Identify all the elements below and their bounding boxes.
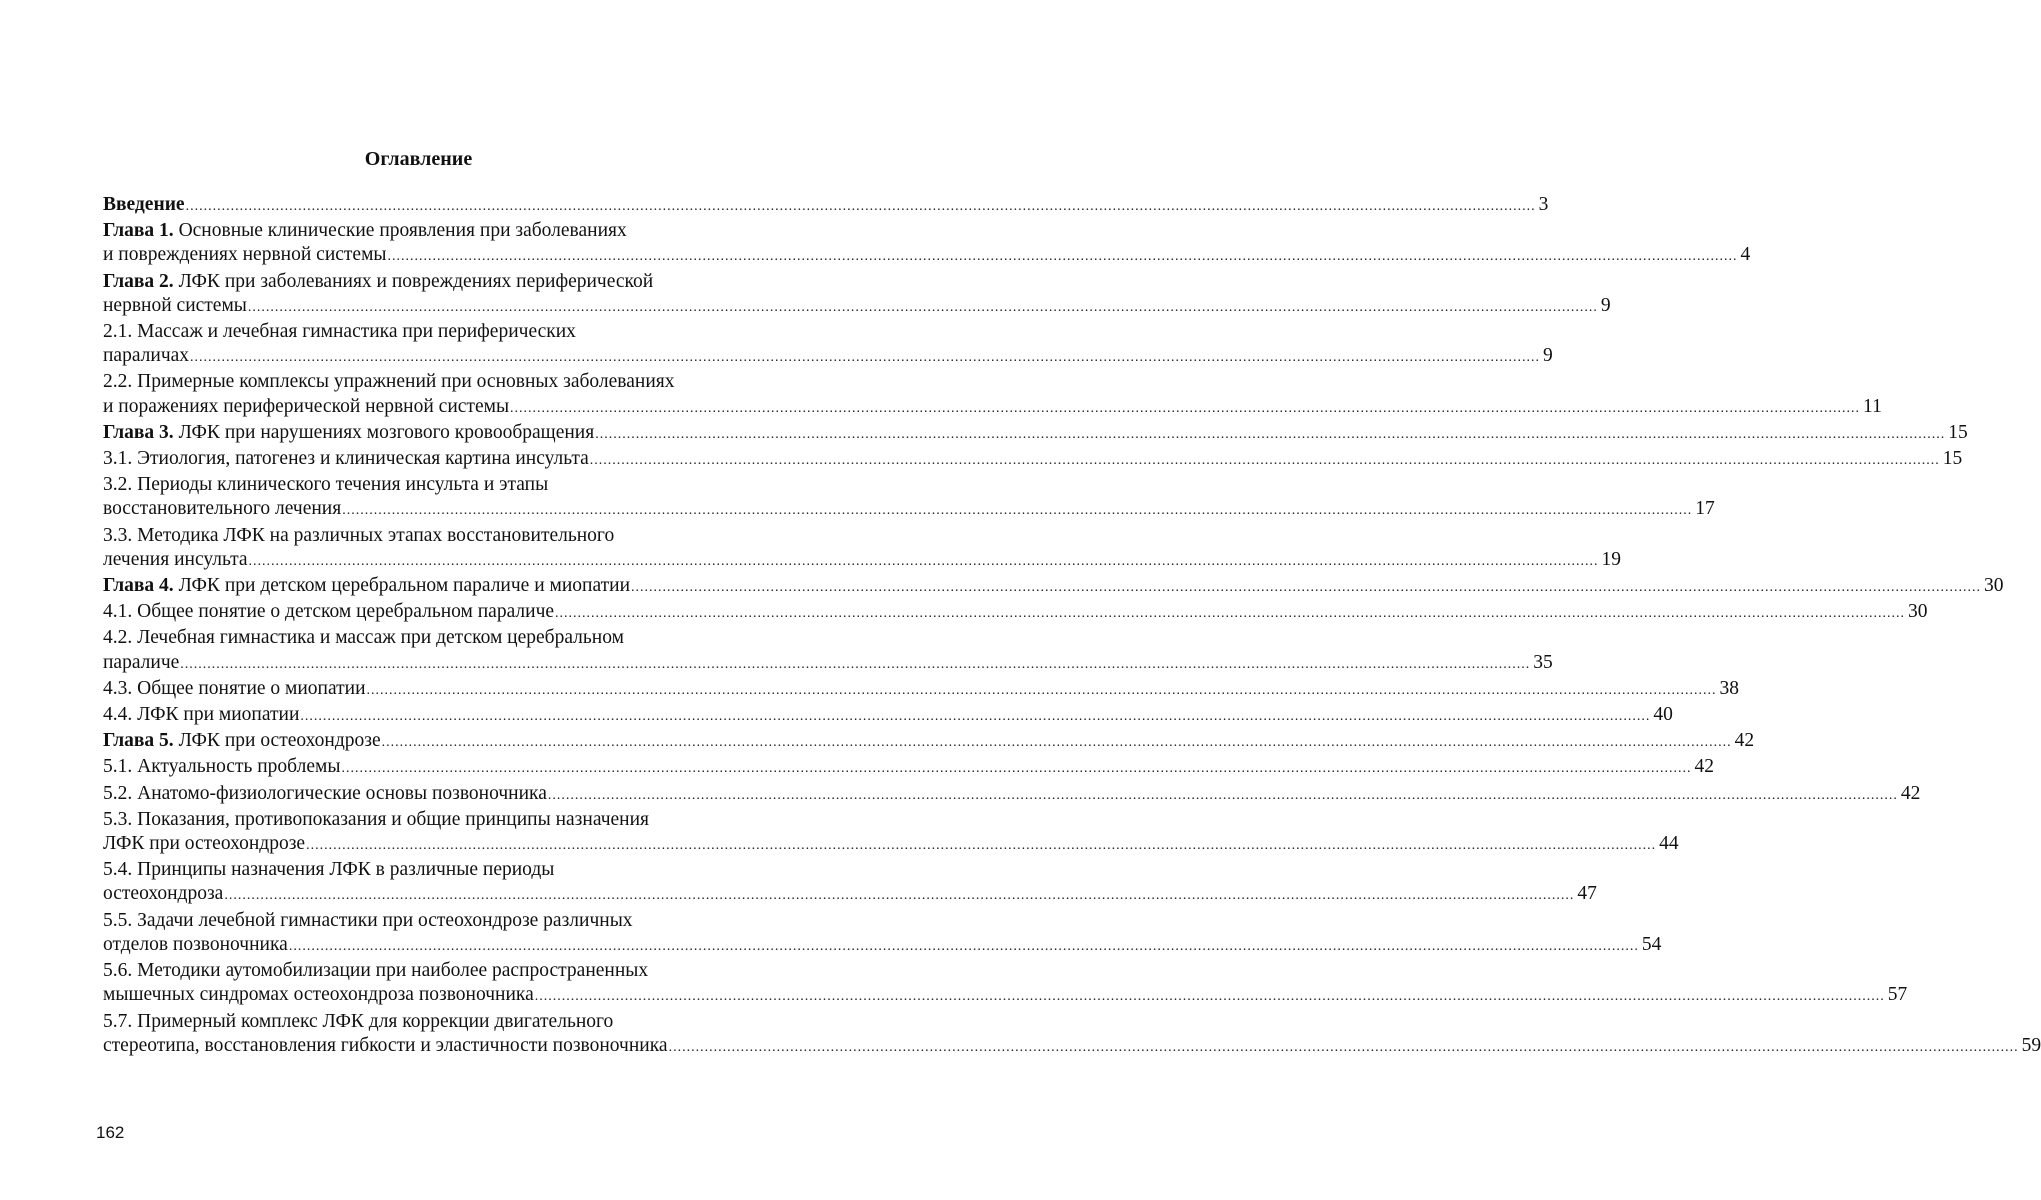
toc-entry-last-line [103,294,1611,320]
toc-entry-last-line [103,600,1928,626]
toc-entry-text [103,271,653,292]
toc-entry-text [103,677,366,701]
toc-entry-line-text: ЛФК при заболеваниях и повреждениях периферической [173,270,654,292]
toc-entry-line-text: 5.6. Методики аутомобилизации при наиболее распространенных [103,960,649,982]
toc-entry-line-text: 3.3. Методика ЛФК на различных этапах восстановительного [103,524,615,546]
dot-leader: ............................................................................................................................................................................................................................................................................................................ [381,735,1732,751]
toc-entry [103,219,1751,269]
toc-entry [103,729,1755,755]
toc-entry-last-line [103,782,1921,808]
toc-entry-line [103,524,738,548]
toc-entry-text [103,220,627,241]
toc-entry-last-line [103,447,1963,473]
toc-entry-line-text: параличе [103,651,180,673]
toc-entry-last-line [103,344,1553,370]
toc-entry-line-text: ЛФК при остеохондрозе [173,730,381,752]
toc-entry-text [103,548,248,572]
toc-entry-line-text: ЛФК при остеохондрозе [103,833,306,855]
dot-leader: ............................................................................................................................................................................................................................................................................................................ [510,400,1861,416]
toc-entry-text [103,882,223,906]
toc-entry-text [103,627,624,648]
toc-page-number: 17 [1695,498,1715,520]
toc-entry-line-text: стереотипа, восстановления гибкости и эластичности позвоночника [103,1034,668,1056]
toc-entry-line-text: 2.2. Примерные комплексы упражнений при основных заболеваниях [103,371,675,393]
toc-page-number: 30 [1984,575,2004,597]
toc-entry [103,677,1740,703]
toc-entry-last-line [103,497,1715,523]
toc-entry-last-line [103,651,1553,677]
dot-leader: ............................................................................................................................................................................................................................................................................................................ [180,656,1531,672]
toc-entry-text [103,1011,613,1032]
toc-page-number: 11 [1863,395,1882,417]
toc-entry [103,808,1679,858]
toc-entry-last-line [103,395,1882,421]
toc-entry-last-line [103,755,1714,781]
dot-leader: ............................................................................................................................................................................................................................................................................................................ [534,989,1885,1005]
dot-leader: ............................................................................................................................................................................................................................................................................................................ [668,1039,2019,1055]
toc-entry-last-line [103,243,1751,269]
toc-page-number: 57 [1887,984,1908,1006]
toc-entry-text [103,243,387,267]
table-of-contents [103,193,2041,1060]
toc-page-number: 59 [2021,1034,2041,1056]
toc-entry-line [103,1010,738,1034]
toc-entry [103,574,2004,600]
toc-entry-bold-label: Глава 4. [103,575,174,597]
dot-leader: ............................................................................................................................................................................................................................................................................................................ [387,249,1738,265]
toc-entry-text [103,600,554,624]
toc-entry-last-line [103,832,1679,858]
toc-entry-last-line [103,703,1673,729]
toc-entry-line-text: 5.1. Актуальность проблемы [103,756,341,778]
toc-entry-text [103,859,554,880]
toc-entry-text [103,474,548,495]
toc-entry [103,626,1553,676]
toc-entry-last-line [103,983,1908,1009]
toc-entry-line-text: нервной системы [103,294,247,316]
toc-entry-last-line [103,574,2004,600]
toc-page-number: 42 [1694,756,1714,778]
toc-entry-bold-label: Глава 2. [103,270,174,292]
toc-entry-line [103,808,738,832]
toc-entry-line-text: мышечных синдромах остеохондроза позвоночника [103,984,534,1006]
dot-leader: ............................................................................................................................................................................................................................................................................................................ [190,350,1541,366]
toc-entry-line-text: лечения инсульта [103,548,248,570]
dot-leader: ............................................................................................................................................................................................................................................................................................................ [288,938,1639,954]
toc-entry-line-text: Основные клинические проявления при заболеваниях [173,220,627,242]
toc-page-number: 54 [1641,933,1662,955]
toc-entry [103,524,1622,574]
toc-page-number: 3 [1538,194,1549,215]
toc-entry [103,320,1553,370]
toc-page-number: 47 [1577,883,1597,905]
toc-entry-line-text: отделов позвоночника [103,933,288,955]
dot-leader: ............................................................................................................................................................................................................................................................................................................ [631,580,1982,596]
toc-page-number: 15 [1948,421,1968,443]
toc-page-number: 38 [1719,677,1740,699]
toc-entry-line-text: 3.1. Этиология, патогенез и клиническая картина инсульта [103,448,589,470]
toc-entry-line [103,959,738,983]
toc-entry-line [103,219,738,243]
page-title: Оглавление [364,148,473,170]
toc-entry [103,782,1921,808]
toc-page-number: 9 [1543,345,1553,367]
dot-leader: ............................................................................................................................................................................................................................................................................................................ [595,426,1946,442]
dot-leader: ............................................................................................................................................................................................................................................................................................................ [366,682,1717,698]
toc-entry-text [103,983,534,1007]
toc-page-number: 19 [1601,548,1622,570]
toc-page-number: 42 [1734,730,1755,752]
toc-entry-line-text: 2.1. Массаж и лечебная гимнастика при периферических [103,321,576,343]
toc-page-number: 35 [1533,651,1553,673]
toc-entry-last-line [103,677,1740,703]
toc-entry-line-text: параличах [103,345,190,367]
toc-entry [103,421,1968,447]
dot-leader: ............................................................................................................................................................................................................................................................................................................ [306,838,1657,854]
toc-page-number: 44 [1659,833,1679,855]
toc-entry-text [103,782,547,806]
toc-entry [103,858,1597,908]
toc-entry [103,703,1673,729]
toc-page-number: 9 [1600,294,1611,316]
toc-entry-line-text: и поражениях периферической нервной системы [103,395,510,417]
toc-entry-text [103,933,288,957]
toc-entry-bold-label: Глава 5. [103,730,174,752]
toc-entry [103,600,1928,626]
dot-leader: ............................................................................................................................................................................................................................................................................................................ [248,553,1599,569]
toc-entry-line-text: 4.3. Общее понятие о миопатии [103,677,366,699]
toc-entry-last-line [103,933,1662,959]
toc-entry-text [103,1034,668,1058]
toc-entry-bold-label: Глава 3. [103,421,174,443]
toc-entry-text [103,447,589,471]
toc-entry-line-text: 5.3. Показания, противопоказания и общие принципы назначения [103,808,649,830]
toc-entry-line [103,370,738,394]
dot-leader: ............................................................................................................................................................................................................................................................................................................ [300,709,1651,725]
toc-entry-line-text: 5.4. Принципы назначения ЛФК в различные периоды [103,859,555,881]
toc-entry-line-text: ЛФК при детском церебральном параличе и миопатии [173,575,631,597]
toc-page-number: 40 [1653,704,1673,726]
toc-entry-text [103,703,299,727]
dot-leader: ............................................................................................................................................................................................................................................................................................................ [341,761,1692,777]
toc-entry-text [103,421,594,445]
toc-entry-last-line [103,421,1968,447]
toc-entry-text [103,651,179,675]
toc-entry [103,755,1714,781]
toc-entry-bold-label: Глава 1. [103,220,174,242]
toc-entry-line [103,473,738,497]
page-number: 162 [96,1123,125,1142]
toc-entry-text [103,497,341,521]
toc-entry-line-text: 4.1. Общее понятие о детском церебральном параличе [103,601,555,623]
toc-entry-line-text: и повреждениях нервной системы [103,244,387,266]
toc-entry-line-text: 4.2. Лечебная гимнастика и массаж при детском церебральном [103,627,624,649]
toc-entry-text [103,809,649,830]
toc-entry [103,473,1715,523]
toc-entry-line-text: 5.5. Задачи лечебной гимнастики при остеохондрозе различных [103,909,633,931]
toc-entry-text [103,371,674,392]
toc-entry [103,370,1882,420]
toc-entry-text [103,574,630,598]
toc-page-number: 30 [1908,601,1928,623]
dot-leader: ............................................................................................................................................................................................................................................................................................................ [224,888,1575,904]
toc-page-number: 42 [1900,782,1921,804]
toc-entry-text [103,729,381,753]
toc-entry-line-text: 5.7. Примерный комплекс ЛФК для коррекции двигательного [103,1010,614,1032]
toc-entry-line-text: восстановительного лечения [103,498,342,520]
toc-entry-last-line [103,548,1622,574]
toc-entry-last-line [103,882,1597,908]
toc-entry-line [103,858,738,882]
toc-entry-line [103,270,738,294]
dot-leader: ............................................................................................................................................................................................................................................................................................................ [342,503,1693,519]
toc-page-number: 4 [1740,244,1751,266]
toc-entry-text [103,294,247,318]
toc-entry-line-text: 5.2. Анатомо-физиологические основы позвоночника [103,782,547,804]
toc-entry-text [103,395,509,419]
toc-entry [103,1010,2041,1060]
toc-entry-last-line [103,729,1755,755]
dot-leader: ............................................................................................................................................................................................................................................................................................................ [185,199,1536,214]
toc-entry [103,447,1963,473]
toc-entry-text [103,525,614,546]
toc-entry-text [103,321,576,342]
toc-page-number: 15 [1942,448,1963,470]
toc-entry-last-line [103,193,1549,219]
toc-entry-text [103,910,633,931]
toc-entry-line-text: 3.2. Периоды клинического течения инсульта и этапы [103,474,549,496]
dot-leader: ............................................................................................................................................................................................................................................................................................................ [555,606,1906,622]
toc-entry-text [103,960,648,981]
toc-entry-line-text: ЛФК при нарушениях мозгового кровообращения [173,421,595,443]
toc-entry-text [103,193,185,217]
toc-entry [103,193,1549,219]
toc-entry [103,909,1662,959]
toc-entry-line-text: 4.4. ЛФК при миопатии [103,704,300,726]
toc-entry [103,959,1908,1009]
toc-entry-last-line [103,1034,2041,1060]
toc-entry-bold-label: Введение [103,194,185,215]
toc-entry-line [103,626,738,650]
toc-entry-text [103,344,189,368]
toc-entry-text [103,832,305,856]
toc-entry-line [103,320,738,344]
toc-entry [103,270,1611,320]
toc-entry-line-text: остеохондроза [103,883,224,905]
dot-leader: ............................................................................................................................................................................................................................................................................................................ [547,787,1898,803]
dot-leader: ............................................................................................................................................................................................................................................................................................................ [247,299,1598,315]
dot-leader: ............................................................................................................................................................................................................................................................................................................ [589,453,1940,469]
toc-entry-text [103,755,340,779]
toc-entry-line [103,909,738,933]
